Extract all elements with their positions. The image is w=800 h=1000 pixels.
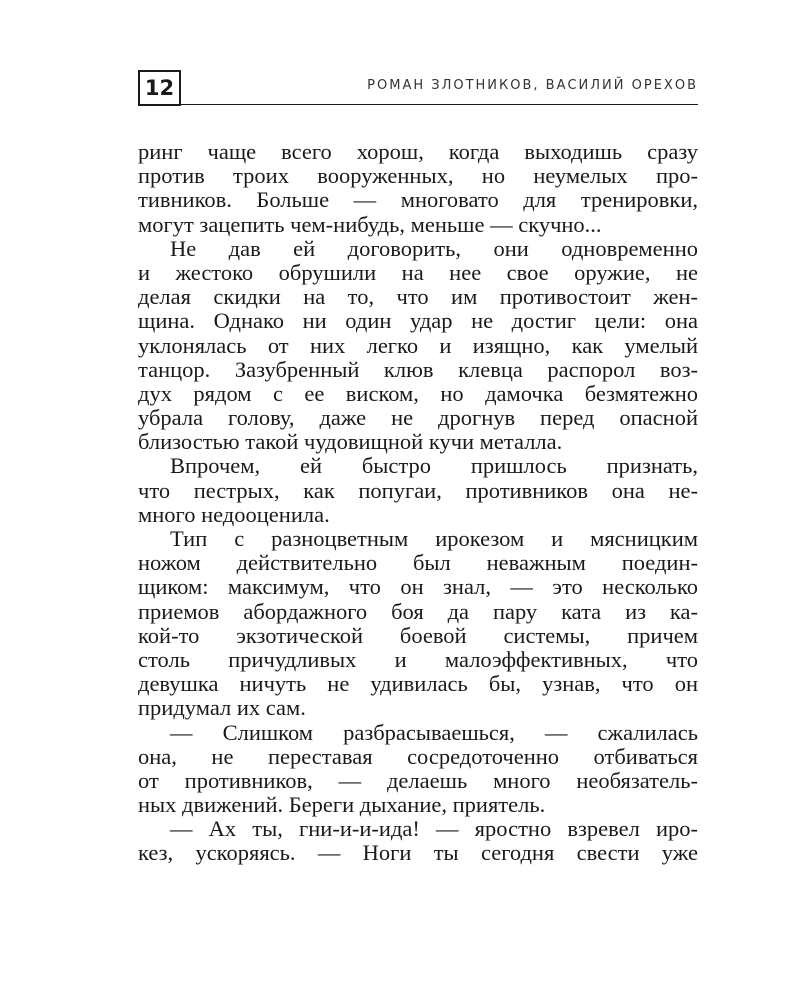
- text-line: ножом действительно был неважным поедин-: [138, 551, 698, 576]
- text-line: кой-то экзотической боевой системы, причем: [138, 623, 698, 648]
- text-line: дух рядом с ее виском, но дамочка безмятежно: [138, 381, 698, 406]
- text-line: тивников. Больше — многовато для тренировки,: [138, 188, 698, 213]
- text-line: что пестрых, как попугаи, противников она не-: [138, 478, 698, 503]
- text-line: — Слишком разбрасываешься, — сжалилась: [170, 720, 698, 745]
- text-line: Не дав ей договорить, они одновременно: [170, 236, 698, 261]
- text-line: убрала голову, даже не дрогнув перед опасной: [138, 406, 698, 431]
- text-line: ринг чаще всего хорош, когда выходишь сразу: [138, 140, 698, 164]
- text-line: кез, ускоряясь. — Ноги ты сегодня свести уже: [138, 841, 698, 866]
- text-line: — Ах ты, гни-и-и-ида! — яростно взревел иро-: [170, 817, 698, 842]
- text-line: близостью такой чудовищной кучи металла.: [138, 430, 563, 455]
- text-line: щиком: максимум, что он знал, — это несколько: [138, 575, 698, 600]
- text-line: Тип с разноцветным ирокезом и мясницким: [170, 527, 698, 551]
- text-line: ных движений. Береги дыхание, приятель.: [138, 793, 546, 818]
- text-line: и жестоко обрушили на нее свое оружие, не: [138, 260, 698, 285]
- text-line: против троих вооруженных, но неумелых про-: [138, 164, 698, 189]
- text-line: она, не переставая сосредоточенно отбиваться: [138, 744, 698, 769]
- body-text: [138, 140, 698, 866]
- text-line: уклонялась от них легко и изящно, как умелый: [138, 333, 698, 358]
- text-line: щина. Однако ни один удар не достиг цели: она: [138, 309, 698, 334]
- text-line: девушка ничуть не удивилась бы, узнав, что он: [138, 672, 698, 697]
- header-rule: [181, 104, 698, 105]
- text-line: приемов абордажного боя да пару ката из ка-: [138, 599, 698, 624]
- text-line: делая скидки на то, что им противостоит жен-: [138, 285, 698, 310]
- text-line: Впрочем, ей быстро пришлось признать,: [170, 454, 698, 479]
- running-head: РОМАН ЗЛОТНИКОВ, ВАСИЛИЙ ОРЕХОВ: [367, 78, 698, 93]
- text-line: танцор. Зазубренный клюв клевца распорол воз-: [138, 357, 698, 382]
- text-line: могут зацепить чем-нибудь, меньше — скучно...: [138, 212, 602, 237]
- page-header: [138, 70, 698, 108]
- text-line: придумал их сам.: [138, 696, 306, 721]
- text-line: много недооценила.: [138, 502, 330, 527]
- page-number: 12: [138, 70, 181, 106]
- text-line: столь причудливых и малоэффективных, что: [138, 647, 698, 672]
- text-line: от противников, — делаешь много необязатель-: [138, 768, 698, 793]
